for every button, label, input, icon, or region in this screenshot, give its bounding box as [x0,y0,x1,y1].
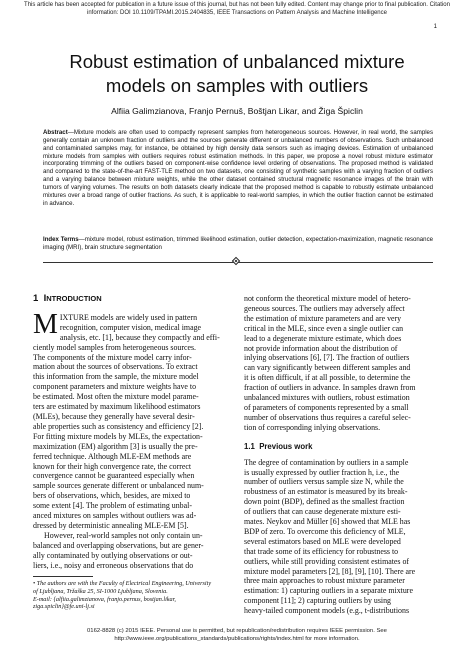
text-line: dressed by deterministic annealing MLE-EM [5]. [33,520,189,530]
copyright-notice [0,628,474,643]
abstract [43,129,433,207]
text-line: unbalanced mixtures with outliers, robust estimation [244,393,410,403]
footnote-line: • The authors are with the Faculty of Electrical Engineering, University [33,580,212,588]
footnote-rule [33,576,93,577]
index-terms-label: Index Terms [43,236,79,243]
right-column [244,294,442,616]
text-line: ally contaminated by outlying observations or out- [33,550,193,560]
text-line: known for their high convergence rate, the correct [33,461,192,471]
text-line: the estimation of mixture parameters and are very [244,313,402,323]
text-line: is usually expressed by outlier fraction h, i.e., the [244,467,400,477]
text-line: number of observations thus requires a careful selec- [244,412,411,422]
abstract-label: Abstract [43,129,68,136]
text-line: outliers, while still providing consistent estimates of [244,556,410,566]
text-line: mixture model parameters [2], [8], [9], [10]. There are [244,566,416,576]
intro-paragraph [33,308,231,531]
text-line: maximization (EM) algorithm [3] is usually the pre- [33,441,198,451]
subsection-number: 1.1 [244,441,255,451]
text-line: liers, i.e., noisy and erroneous observations that do [33,560,194,570]
continued-paragraph [244,294,442,433]
abstract-text: —Mixture models are often used to compactly represent samples from heterogeneous sources. However, in real world, the samples generally contain an unknown fraction of outliers and the sources generate different or unbalanced numbers of observations. Such unbalanced and contaminated samples may, for instance, be obtained by high density data sensors such as imaging devices. Estimation of unbalanced mixture models from samples with outliers requires robust estimation methods. In this paper, we propose a novel robust mixture estimator incorporating trimming of the outliers based on component-wise confidence level ordering of observations. The proposed method is validated and compared to the state-of-the-art FAST-TLE method on two datasets, one consisting of synthetic samples with a varying fraction of outliers and a varying balance between mixture weights, while the other dataset contained structural magnetic resonance images of the brain with tumors of varying volumes. The results on both datasets clearly indicate that the proposed method is capable to robustly estimate unbalanced mixtures over a broad range of outlier fractions. As such, it is applicable to real-world samples, in which the outlier fraction cannot be estimated in advance. [43,129,433,207]
text-line: critical in the MLE, since even a single outlier can [244,323,404,333]
intro-paragraph-2 [33,531,231,571]
previous-work-paragraph [244,458,442,617]
text-line: of parameters of components represented by a small [244,402,409,412]
text-line: bers of observations, which, besides, are mixed to [33,491,191,501]
copyright-line: 0162-8828 (c) 2015 IEEE. Personal use is permitted, but republication/redistribution requires IEEE permission. See [87,628,387,634]
text-line: mates. Neykov and Müller [6] showed that MLE has [244,517,411,527]
text-line: it is often difficult, if at all possible, to determine the [244,373,411,383]
text-line: estimation: 1) capturing outliers in a separate mixture [244,586,413,596]
text-line: anced mixtures on samples without outliers was ad- [33,511,197,521]
text-line: IXTURE models are widely used in pattern [59,312,198,322]
author-list: Alfiia Galimzianova, Franjo Pernuš, Boštjan Likar, and Žiga Špiclin [111,106,363,116]
index-terms-text: —mixture model, robust estimation, trimmed likelihood estimation, outlier detection, expectation-maximization, magnetic resonance imaging (MRI), brain structure segmentation [43,236,434,251]
text-line: geneous sources. The outliers may adversely affect [244,303,405,313]
text-line: mation about the sources of observations. To extract [33,362,198,372]
text-line: not provide information about the distribution of [244,343,398,353]
text-line: number of outliers versus sample size N, while the [244,477,404,487]
text-line: convergence cannot be guaranteed especially when [33,471,195,481]
text-line: three main approaches to robust mixture parameter [244,576,405,586]
text-line: (MLEs), because they generally have several desir- [33,411,195,421]
subsection-heading [244,442,442,452]
text-line: heavy-tailed component models (e.g., t-distributions [244,606,410,616]
text-line: down point (BDP), defined as the smallest fraction [244,497,405,507]
notice-line: information: DOI 10.1109/TPAMI.2015.2404835, IEEE Transactions on Pattern Analysis and Machine Intelligence [87,10,387,16]
text-line: The degree of contamination by outliers in a sample [244,457,409,467]
paper-title [30,50,444,98]
text-line: component [11]; 2) capturing outliers by using [244,596,391,606]
text-line: lead to a degenerate mixture estimate, which does [244,333,402,343]
text-line: ters are estimated by maximum likelihood estimators [33,402,201,412]
title-line: Robust estimation of unbalanced mixture [69,51,405,72]
left-column [33,294,231,611]
drop-cap: M [33,308,58,340]
text-line: not conform the theoretical mixture model of hetero- [244,294,411,303]
text-line: balanced and overlapping observations, but are gener- [33,540,204,550]
text-line: several estimators based on MLE were developed [244,536,401,546]
section-number: 1 [33,293,39,304]
page-number: 1 [433,24,437,30]
text-line: this information from the sample, the mixture model [33,372,199,382]
text-line: tion of corresponding inlying observations. [244,422,381,432]
subsection-title: Previous work [259,441,313,451]
text-line: some extent [4]. The problem of estimating unbal- [33,501,192,511]
copyright-line: http://www.ieee.org/publications_standards/publications/rights/index.html for more information. [114,635,360,642]
text-line: ciently model samples from heterogeneous sources. [33,342,197,352]
diamond-ornament-icon [232,257,240,265]
text-line: can vary significantly between different samples and [244,363,411,373]
text-line: be estimated. Most often the mixture model parame- [33,392,199,402]
text-line: analysis, etc. [1], because they compactly and effi- [59,332,220,342]
section-title-initial: I [43,293,47,304]
section-heading [33,294,231,304]
text-line: component parameters and mixture weights have to [33,382,197,392]
text-line: inlying observations [6], [7]. The fraction of outliers [244,353,410,363]
author-footnote [33,580,231,610]
section-title-rest: NTRODUCTION [46,294,102,303]
index-terms [43,236,433,252]
footnote-line: of Ljubljana, Tržaška 25, SI-1000 Ljubljana, Slovenia. [33,588,168,596]
title-line: models on samples with outliers [105,75,369,96]
text-line: For fitting mixture models by MLEs, the expectation- [33,431,203,441]
text-line: ferred technique. Although MLE-EM methods are [33,451,192,461]
text-line: robustness of an estimator is measured by its break- [244,487,408,497]
text-line: BDP of zero. To overcome this deficiency of MLE, [244,526,406,536]
text-line: recognition, computer vision, medical image [59,322,202,332]
text-line: sample sources generate different or unbalanced num- [33,481,204,491]
text-line: The components of the mixture model carry infor- [33,352,192,362]
text-line: fraction of outliers in advance. In samples drawn from [244,383,416,393]
footnote-line: E-mail: {alfiia.galimzianova, franjo.pernus, bostjan.likar, [33,595,176,603]
notice-line: This article has been accepted for publication in a future issue of this journal, but has not been fully edited. Content may change prior to final publication. Citation [24,2,450,8]
footnote-line: ziga.spiclin}@fe.uni-lj.si [33,603,95,611]
text-line: that trade some of its efficiency for robustness to [244,546,399,556]
text-line: of outliers that can cause degenerate mixture esti- [244,507,401,517]
publication-notice [0,1,474,17]
text-line: However, real-world samples not only contain un- [44,530,203,540]
text-line: able properties such as consistency and efficiency [2]. [33,421,204,431]
